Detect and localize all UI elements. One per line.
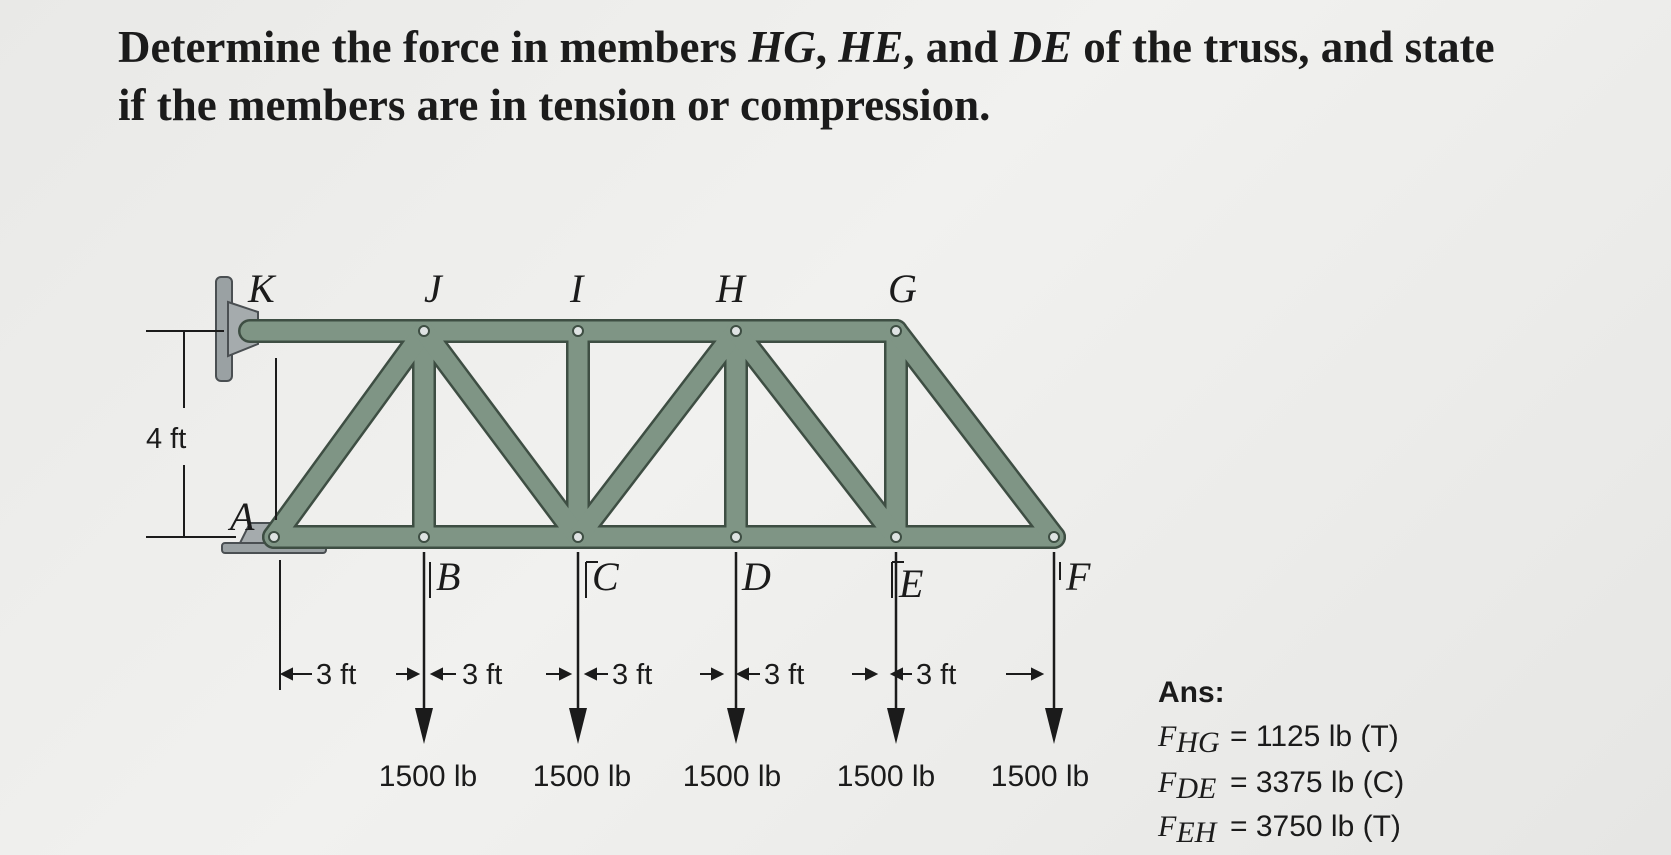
answer-heading: Ans: <box>1158 676 1225 709</box>
answer-sub-2: DE <box>1176 772 1217 805</box>
joint-pin-j <box>419 326 429 336</box>
joint-pin-d <box>731 532 741 542</box>
joint-label-g: G <box>888 266 917 311</box>
member-gf <box>896 331 1054 537</box>
answer-row-de <box>1157 766 1216 805</box>
load-arrows <box>415 552 1063 744</box>
answer-sub-3: EH <box>1176 816 1217 849</box>
span-label-1: 3 ft <box>316 659 357 691</box>
answer-row-hg <box>1157 720 1220 759</box>
span-label-2: 3 ft <box>462 659 503 691</box>
problem-sep-1: , <box>815 22 839 72</box>
answer-symbol-2: F <box>1158 766 1177 799</box>
span-label-4: 3 ft <box>764 659 805 691</box>
span-label-5: 3 ft <box>916 659 957 691</box>
load-label-e: 1500 lb <box>836 760 936 793</box>
answer-symbol-3: F <box>1158 810 1177 843</box>
answer-value-1: = 1125 lb (T) <box>1230 720 1399 753</box>
joint-label-a: A <box>230 494 255 539</box>
joint-label-c: C <box>592 554 619 599</box>
joint-pin-g <box>891 326 901 336</box>
joint-label-i: I <box>570 266 584 311</box>
joint-pin-a <box>269 532 279 542</box>
load-arrow-head-d <box>727 708 745 744</box>
load-arrow-head-c <box>569 708 587 744</box>
joint-label-f: F <box>1066 554 1091 599</box>
joint-label-h: H <box>716 266 745 311</box>
load-label-b: 1500 lb <box>378 760 478 793</box>
load-arrow-head-f <box>1045 708 1063 744</box>
answer-block <box>1157 676 1404 849</box>
member-de-label: DE <box>1009 22 1073 72</box>
joint-pin-e <box>891 532 901 542</box>
problem-text-1: Determine the force in members <box>118 22 749 72</box>
answer-value-3: = 3750 lb (T) <box>1230 810 1401 843</box>
height-label: 4 ft <box>146 423 187 455</box>
load-label-f: 1500 lb <box>990 760 1090 793</box>
joint-pin-h <box>731 326 741 336</box>
joint-pin-b <box>419 532 429 542</box>
answer-sub-1: HG <box>1176 726 1220 759</box>
joint-label-k: K <box>248 266 275 311</box>
joint-label-b: B <box>436 554 461 599</box>
answer-symbol-1: F <box>1158 720 1177 753</box>
joint-pin-c <box>573 532 583 542</box>
joint-label-d: D <box>742 554 771 599</box>
joint-pin-f <box>1049 532 1059 542</box>
load-arrow-head-b <box>415 708 433 744</box>
load-arrow-head-e <box>887 708 905 744</box>
problem-text-2: of the truss, and state if the members are in tension or compression. <box>118 22 1495 130</box>
load-label-c: 1500 lb <box>532 760 632 793</box>
truss-members <box>250 331 1054 537</box>
member-aj <box>274 331 424 537</box>
member-he-label: HE <box>838 22 904 72</box>
problem-sep-2: , and <box>903 22 1010 72</box>
load-label-d: 1500 lb <box>682 760 782 793</box>
span-label-3: 3 ft <box>612 659 653 691</box>
joint-pin-i <box>573 326 583 336</box>
member-he <box>736 331 896 537</box>
answer-value-2: = 3375 lb (C) <box>1230 766 1405 799</box>
member-jc <box>424 331 578 537</box>
member-ch <box>578 331 736 537</box>
joint-label-e: E <box>899 561 924 606</box>
joint-label-j: J <box>424 266 442 311</box>
answer-row-eh <box>1157 810 1219 849</box>
member-hg-label: HG <box>748 22 816 72</box>
